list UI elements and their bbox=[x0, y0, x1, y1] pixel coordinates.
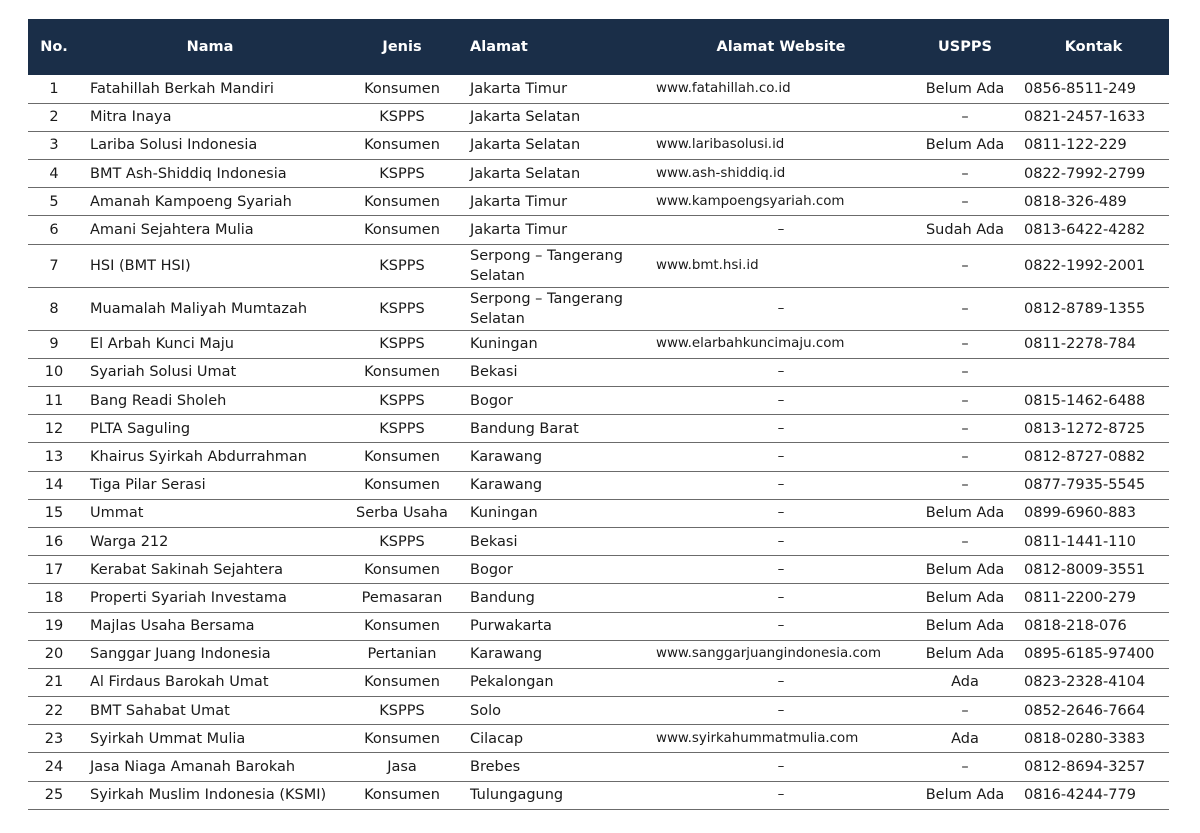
cell-no: 3 bbox=[49, 137, 59, 154]
cell-alamat: Kuningan bbox=[470, 336, 538, 353]
cell-website: – bbox=[777, 392, 785, 408]
cell-alamat: Pekalongan bbox=[470, 674, 554, 691]
cell-no: 14 bbox=[44, 477, 64, 494]
cell-uspps: Ada bbox=[951, 674, 979, 691]
cell-jenis: KSPPS bbox=[379, 257, 425, 274]
table-row bbox=[28, 188, 1169, 216]
table-row bbox=[28, 781, 1169, 809]
cell-alamat: Bogor bbox=[470, 561, 513, 578]
cell-alamat: Bekasi bbox=[470, 364, 518, 381]
table-header-row bbox=[28, 19, 1169, 75]
table-row bbox=[28, 668, 1169, 696]
cell-nama: Al Firdaus Barokah Umat bbox=[90, 674, 269, 691]
cell-nama: Khairus Syirkah Abdurrahman bbox=[90, 448, 307, 465]
cell-no: 24 bbox=[44, 759, 64, 776]
cell-nama: PLTA Saguling bbox=[90, 420, 191, 437]
cell-nama: El Arbah Kunci Maju bbox=[90, 336, 234, 353]
cell-website[interactable]: www.bmt.hsi.id bbox=[656, 257, 759, 273]
table-row bbox=[28, 358, 1169, 386]
cell-website: – bbox=[777, 300, 785, 316]
cell-kontak: 0811-122-229 bbox=[1024, 137, 1127, 154]
cooperative-table bbox=[28, 19, 1169, 810]
cell-jenis: Konsumen bbox=[364, 561, 440, 578]
cell-alamat: Jakarta Timur bbox=[470, 193, 568, 210]
cell-no: 9 bbox=[49, 336, 59, 353]
table-row bbox=[28, 556, 1169, 584]
cell-uspps: – bbox=[961, 165, 969, 182]
cell-nama: BMT Ash-Shiddiq Indonesia bbox=[90, 165, 287, 182]
cell-no: 6 bbox=[49, 222, 59, 239]
cell-uspps: – bbox=[961, 759, 969, 776]
cell-alamat: Jakarta Selatan bbox=[470, 109, 581, 126]
cell-kontak: 0822-1992-2001 bbox=[1024, 257, 1146, 274]
table-row bbox=[28, 640, 1169, 668]
cell-website: – bbox=[777, 505, 785, 521]
cell-uspps: Belum Ada bbox=[925, 589, 1005, 606]
cell-jenis: Konsumen bbox=[364, 618, 440, 635]
cell-alamat: Cilacap bbox=[470, 730, 524, 747]
table-row bbox=[28, 103, 1169, 131]
cell-kontak: 0821-2457-1633 bbox=[1024, 109, 1146, 126]
cell-alamat: Karawang bbox=[470, 646, 543, 663]
cell-kontak: 0815-1462-6488 bbox=[1024, 392, 1146, 409]
table-body bbox=[28, 75, 1169, 809]
cell-no: 12 bbox=[44, 420, 64, 437]
cell-jenis: Serba Usaha bbox=[356, 505, 448, 522]
cell-nama: Amani Sejahtera Mulia bbox=[90, 222, 254, 239]
cell-uspps: – bbox=[961, 336, 969, 353]
cell-alamat: Serpong – Tangerang Selatan bbox=[470, 290, 623, 327]
cell-uspps: Belum Ada bbox=[925, 561, 1005, 578]
cell-jenis: KSPPS bbox=[379, 165, 425, 182]
cell-jenis: KSPPS bbox=[379, 392, 425, 409]
cell-nama: Syirkah Muslim Indonesia (KSMI) bbox=[90, 787, 327, 804]
cell-website: – bbox=[777, 533, 785, 549]
cell-website: – bbox=[777, 561, 785, 577]
cell-nama: Syariah Solusi Umat bbox=[90, 364, 237, 381]
table-row bbox=[28, 387, 1169, 415]
cell-jenis: Konsumen bbox=[364, 137, 440, 154]
cell-website bbox=[650, 103, 912, 131]
cell-nama: Amanah Kampoeng Syariah bbox=[90, 193, 292, 210]
cell-no: 17 bbox=[44, 561, 64, 578]
header-nama: Nama bbox=[186, 39, 234, 55]
cell-jenis: Konsumen bbox=[364, 80, 440, 97]
cell-website: – bbox=[777, 420, 785, 436]
cell-alamat: Karawang bbox=[470, 448, 543, 465]
cell-nama: Ummat bbox=[90, 505, 144, 522]
cell-alamat: Jakarta Timur bbox=[470, 222, 568, 239]
cell-uspps: – bbox=[961, 300, 969, 317]
table-row bbox=[28, 443, 1169, 471]
cooperative-table-container bbox=[28, 19, 1169, 810]
cell-nama: Tiga Pilar Serasi bbox=[90, 477, 206, 494]
table-row bbox=[28, 584, 1169, 612]
cell-no: 18 bbox=[44, 589, 64, 606]
header-alamat: Alamat bbox=[470, 39, 528, 55]
cell-uspps: Belum Ada bbox=[925, 618, 1005, 635]
cell-kontak: 0818-326-489 bbox=[1024, 193, 1127, 210]
cell-nama: Muamalah Maliyah Mumtazah bbox=[90, 300, 308, 317]
cell-website[interactable]: www.syirkahummatmulia.com bbox=[656, 730, 859, 746]
cell-website: – bbox=[777, 364, 785, 380]
cell-kontak: 0813-1272-8725 bbox=[1024, 420, 1146, 437]
cell-jenis: KSPPS bbox=[379, 533, 425, 550]
cell-alamat: Serpong – Tangerang Selatan bbox=[470, 247, 623, 284]
cell-website: – bbox=[777, 589, 785, 605]
cell-jenis: Konsumen bbox=[364, 448, 440, 465]
cell-jenis: Konsumen bbox=[364, 222, 440, 239]
cell-website: – bbox=[777, 448, 785, 464]
cell-website[interactable]: www.laribasolusi.id bbox=[656, 137, 785, 153]
cell-nama: HSI (BMT HSI) bbox=[90, 257, 191, 274]
cell-website[interactable]: www.kampoengsyariah.com bbox=[656, 193, 845, 209]
cell-no: 4 bbox=[49, 165, 59, 182]
cell-kontak: 0811-1441-110 bbox=[1024, 533, 1136, 550]
cell-alamat: Jakarta Timur bbox=[470, 80, 568, 97]
header-no: No. bbox=[40, 39, 68, 55]
cell-kontak: 0895-6185-97400 bbox=[1024, 646, 1155, 663]
cell-alamat: Solo bbox=[470, 702, 501, 719]
cell-no: 20 bbox=[44, 646, 64, 663]
cell-kontak: 0812-8694-3257 bbox=[1024, 759, 1146, 776]
table-row bbox=[28, 753, 1169, 781]
cell-no: 16 bbox=[44, 533, 64, 550]
table-row bbox=[28, 725, 1169, 753]
cell-jenis: Jasa bbox=[387, 759, 417, 776]
cell-jenis: Konsumen bbox=[364, 477, 440, 494]
cell-no: 11 bbox=[44, 392, 64, 409]
cell-no: 19 bbox=[44, 618, 64, 635]
cell-nama: Jasa Niaga Amanah Barokah bbox=[90, 759, 296, 776]
cell-jenis: Pertanian bbox=[367, 646, 437, 663]
cell-alamat: Bekasi bbox=[470, 533, 518, 550]
cell-uspps: Belum Ada bbox=[925, 505, 1005, 522]
cell-kontak: 0812-8009-3551 bbox=[1024, 561, 1146, 578]
cell-alamat: Jakarta Selatan bbox=[470, 137, 581, 154]
cell-website: – bbox=[777, 618, 785, 634]
cell-website: – bbox=[777, 787, 785, 803]
cell-nama: Kerabat Sakinah Sejahtera bbox=[90, 561, 284, 578]
cell-uspps: – bbox=[961, 702, 969, 719]
table-row bbox=[28, 131, 1169, 159]
cell-no: 8 bbox=[49, 300, 59, 317]
cell-jenis: KSPPS bbox=[379, 300, 425, 317]
cell-website[interactable]: www.sanggarjuangindonesia.com bbox=[656, 646, 882, 662]
cell-nama: Majlas Usaha Bersama bbox=[90, 618, 255, 635]
cell-alamat: Jakarta Selatan bbox=[470, 165, 581, 182]
cell-kontak: 0818-218-076 bbox=[1024, 618, 1127, 635]
cell-uspps: Belum Ada bbox=[925, 80, 1005, 97]
cell-jenis: Konsumen bbox=[364, 364, 440, 381]
cell-kontak: 0811-2200-279 bbox=[1024, 589, 1136, 606]
cell-no: 10 bbox=[44, 364, 64, 381]
cell-uspps: – bbox=[961, 109, 969, 126]
table-row bbox=[28, 330, 1169, 358]
cell-uspps: – bbox=[961, 533, 969, 550]
cell-nama: Syirkah Ummat Mulia bbox=[90, 730, 246, 747]
cell-alamat: Brebes bbox=[470, 759, 521, 776]
header-alamat-website: Alamat Website bbox=[716, 39, 846, 55]
cell-uspps: – bbox=[961, 364, 969, 381]
table-row bbox=[28, 471, 1169, 499]
cell-no: 15 bbox=[44, 505, 64, 522]
table-row bbox=[28, 244, 1169, 287]
cell-alamat: Bogor bbox=[470, 392, 513, 409]
cell-uspps: Belum Ada bbox=[925, 646, 1005, 663]
cell-uspps: – bbox=[961, 420, 969, 437]
cell-no: 1 bbox=[49, 80, 59, 97]
header-jenis: Jenis bbox=[382, 39, 422, 55]
cell-website: – bbox=[777, 674, 785, 690]
cell-alamat: Kuningan bbox=[470, 505, 538, 522]
cell-alamat: Tulungagung bbox=[470, 787, 564, 804]
table-row bbox=[28, 216, 1169, 244]
header-uspps: USPPS bbox=[938, 39, 992, 55]
cell-uspps: Belum Ada bbox=[925, 787, 1005, 804]
cell-kontak: 0877-7935-5545 bbox=[1024, 477, 1146, 494]
cell-no: 2 bbox=[49, 109, 59, 126]
cell-jenis: KSPPS bbox=[379, 109, 425, 126]
cell-kontak bbox=[1018, 358, 1169, 386]
cell-uspps: Belum Ada bbox=[925, 137, 1005, 154]
cell-kontak: 0856-8511-249 bbox=[1024, 80, 1136, 97]
table-row bbox=[28, 527, 1169, 555]
cell-uspps: – bbox=[961, 448, 969, 465]
cell-jenis: KSPPS bbox=[379, 420, 425, 437]
cell-website: – bbox=[777, 759, 785, 775]
cell-jenis: KSPPS bbox=[379, 336, 425, 353]
cell-kontak: 0899-6960-883 bbox=[1024, 505, 1136, 522]
cell-kontak: 0816-4244-779 bbox=[1024, 787, 1136, 804]
cell-website[interactable]: www.elarbahkuncimaju.com bbox=[656, 336, 845, 352]
cell-alamat: Bandung Barat bbox=[470, 420, 579, 437]
cell-website: – bbox=[777, 477, 785, 493]
cell-kontak: 0818-0280-3383 bbox=[1024, 730, 1146, 747]
cell-kontak: 0812-8789-1355 bbox=[1024, 300, 1146, 317]
cell-no: 23 bbox=[44, 730, 64, 747]
cell-no: 22 bbox=[44, 702, 64, 719]
cell-no: 7 bbox=[49, 257, 59, 274]
cell-kontak: 0812-8727-0882 bbox=[1024, 448, 1146, 465]
table-row bbox=[28, 160, 1169, 188]
cell-nama: Lariba Solusi Indonesia bbox=[90, 137, 258, 154]
table-row bbox=[28, 287, 1169, 330]
cell-website: – bbox=[777, 702, 785, 718]
cell-uspps: – bbox=[961, 257, 969, 274]
table-row bbox=[28, 499, 1169, 527]
cell-nama: Mitra Inaya bbox=[90, 109, 172, 126]
cell-nama: Sanggar Juang Indonesia bbox=[90, 646, 271, 663]
cell-nama: BMT Sahabat Umat bbox=[90, 702, 230, 719]
cell-jenis: Konsumen bbox=[364, 674, 440, 691]
cell-uspps: – bbox=[961, 392, 969, 409]
cell-no: 13 bbox=[44, 448, 64, 465]
cell-kontak: 0823-2328-4104 bbox=[1024, 674, 1146, 691]
table-row bbox=[28, 75, 1169, 103]
cell-nama: Fatahillah Berkah Mandiri bbox=[90, 80, 274, 97]
cell-no: 21 bbox=[44, 674, 64, 691]
cell-uspps: Sudah Ada bbox=[925, 222, 1005, 239]
cell-alamat: Karawang bbox=[470, 477, 543, 494]
cell-nama: Warga 212 bbox=[90, 533, 169, 550]
cell-website: – bbox=[777, 222, 785, 238]
cell-kontak: 0813-6422-4282 bbox=[1024, 222, 1146, 239]
table-row bbox=[28, 697, 1169, 725]
cell-jenis: Konsumen bbox=[364, 787, 440, 804]
cell-alamat: Purwakarta bbox=[470, 618, 552, 635]
cell-kontak: 0822-7992-2799 bbox=[1024, 165, 1146, 182]
table-row bbox=[28, 415, 1169, 443]
cell-no: 25 bbox=[44, 787, 64, 804]
cell-jenis: Pemasaran bbox=[361, 589, 443, 606]
cell-uspps: Ada bbox=[951, 730, 979, 747]
cell-website[interactable]: www.fatahillah.co.id bbox=[656, 80, 791, 96]
cell-jenis: Konsumen bbox=[364, 730, 440, 747]
cell-website[interactable]: www.ash-shiddiq.id bbox=[656, 165, 786, 181]
cell-jenis: Konsumen bbox=[364, 193, 440, 210]
cell-uspps: – bbox=[961, 193, 969, 210]
cell-alamat: Bandung bbox=[470, 589, 535, 606]
cell-uspps: – bbox=[961, 477, 969, 494]
cell-nama: Properti Syariah Investama bbox=[90, 589, 287, 606]
cell-kontak: 0852-2646-7664 bbox=[1024, 702, 1146, 719]
cell-jenis: KSPPS bbox=[379, 702, 425, 719]
cell-kontak: 0811-2278-784 bbox=[1024, 336, 1136, 353]
table-row bbox=[28, 612, 1169, 640]
header-kontak: Kontak bbox=[1064, 39, 1123, 55]
cell-nama: Bang Readi Sholeh bbox=[90, 392, 227, 409]
cell-no: 5 bbox=[49, 193, 59, 210]
